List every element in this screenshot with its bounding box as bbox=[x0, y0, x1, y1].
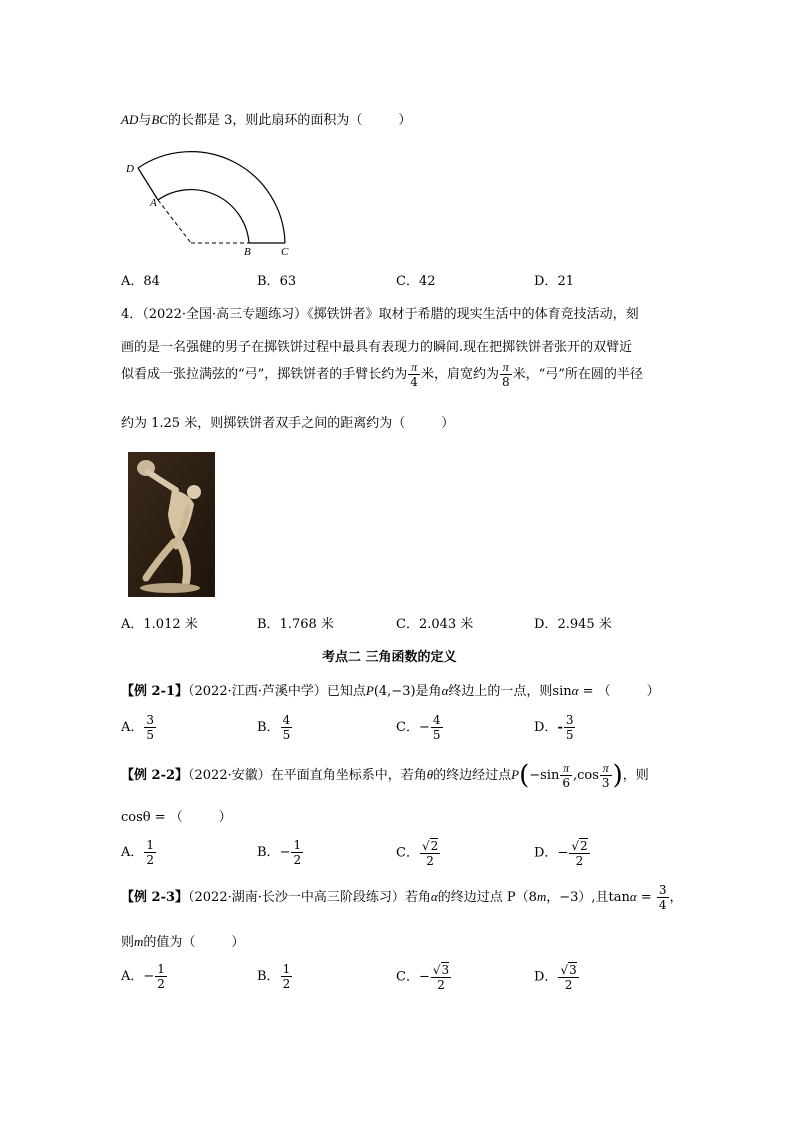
ex3-option-d[interactable]: D． $\frac{√3}{2}$ bbox=[534, 963, 577, 992]
q3-question-text: AD与BC的长都是 3，则此扇环的面积为（ ） bbox=[121, 112, 412, 128]
q3-option-b[interactable]: B．63 bbox=[257, 274, 297, 289]
q4-line-4: 约为 1.25 米，则掷铁饼者双手之间的距离约为（ ） bbox=[121, 416, 455, 431]
q4-line-1: 4．（2022·全国·高三专题练习）《掷铁饼者》取材于希腊的现实生活中的体育竞技活动，刻 bbox=[121, 307, 639, 322]
label-C: C bbox=[281, 246, 289, 258]
q4-line-2: 画的是一名强健的男子在掷铁饼过程中最具有表现力的瞬间.现在把掷铁饼者张开的双臂近 bbox=[121, 340, 633, 355]
ex2-option-c[interactable]: C． $\frac{√2}{2}$ bbox=[396, 839, 439, 868]
ex1-option-a[interactable]: A． $\frac{3}{5}$ bbox=[121, 713, 155, 742]
q4-option-a[interactable]: A．1.012 米 bbox=[121, 617, 198, 632]
q4-line-3: 似看成一张拉满弦的“弓”，掷铁饼者的手臂长约为 $\frac{\pi}{4}$ 米，肩宽约为 $\frac{\pi}{8}$ 米，“弓”所在圆的半径 bbox=[121, 360, 643, 389]
discobolus-image bbox=[128, 452, 215, 597]
label-A: A bbox=[150, 197, 157, 209]
example-2-2-text: 【例 2-2】（2022·安徽）在平面直角坐标系中，若角θ的终边经过点P(−sin $\frac{\pi}{6}$ ,cos $\frac{\pi}{3}$ )，则 bbox=[121, 760, 649, 791]
example-2-3-text: 【例 2-3】（2022·湖南·长沙一中高三阶段练习）若角α的终边过点 P（8m，−3）,且tanα = $\frac{3}{4}$ ， bbox=[121, 883, 683, 912]
ex2-option-b[interactable]: B．− $\frac{1}{2}$ bbox=[257, 838, 302, 867]
q3-option-d[interactable]: D．21 bbox=[534, 274, 574, 289]
ex3-option-a[interactable]: A．− $\frac{1}{2}$ bbox=[121, 962, 165, 991]
q3-option-c[interactable]: C．42 bbox=[396, 274, 436, 289]
example-2-1-text: 【例 2-1】（2022·江西·芦溪中学）已知点P(4,−3)是角α终边上的一点，则sinα = （ ） bbox=[121, 683, 660, 699]
ex1-option-b[interactable]: B． $\frac{4}{5}$ bbox=[257, 713, 291, 742]
ex1-option-c[interactable]: C．− $\frac{4}{5}$ bbox=[396, 713, 441, 742]
q3-option-a[interactable]: A．84 bbox=[121, 274, 160, 289]
ex3-option-c[interactable]: C．− $\frac{√3}{2}$ bbox=[396, 963, 450, 992]
ex2-option-a[interactable]: A． $\frac{1}{2}$ bbox=[121, 838, 155, 867]
ex3-option-b[interactable]: B． $\frac{1}{2}$ bbox=[257, 962, 291, 991]
example-2-2-line-2: cosθ = （ ） bbox=[121, 810, 232, 825]
sector-ring-figure bbox=[120, 145, 300, 265]
ex2-option-d[interactable]: D．− $\frac{√2}{2}$ bbox=[534, 839, 588, 868]
section-title: 考点二 三角函数的定义 bbox=[322, 650, 457, 665]
label-D: D bbox=[126, 163, 134, 175]
q4-option-c[interactable]: C．2.043 米 bbox=[396, 617, 474, 632]
example-2-3-line-2: 则m的值为（ ） bbox=[121, 934, 245, 950]
q4-option-d[interactable]: D．2.945 米 bbox=[534, 617, 612, 632]
label-B: B bbox=[244, 246, 251, 258]
q4-option-b[interactable]: B．1.768 米 bbox=[257, 617, 334, 632]
ex1-option-d[interactable]: D．- $\frac{3}{5}$ bbox=[534, 713, 574, 742]
